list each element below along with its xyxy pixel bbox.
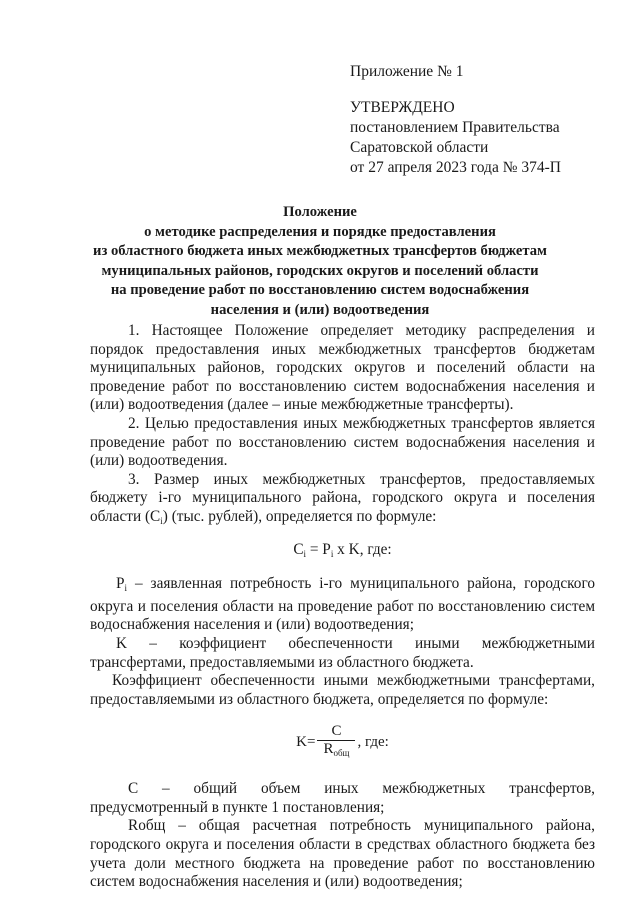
title-line: Положение: [283, 204, 357, 220]
appendix-label: Приложение № 1: [350, 63, 464, 80]
paragraph-1: 1. Настоящее Положение определяет методику распределения и порядок предоставления иных межбюджетных трансфертов бюджетам муниципальных районов, городских округов и поселений области на проведение работ по восстановлению систем водоснабжения населения и (или) водоотведения (далее – иные межбюджетные трансферты).: [90, 322, 595, 414]
title-line: муниципальных районов, городских округов и поселений области: [101, 262, 539, 279]
paragraph-3: 3. Размер иных межбюджетных трансфертов, предоставляемых бюджету i-го муниципального района, городского округа и поселения области $(C_i)$ (тыс. рублей), определяется по формуле:: [90, 470, 595, 526]
formula-k: K= $\frac{C}{R_{общ}}$ , где:: [90, 723, 595, 762]
title-line: из областного бюджета иных межбюджетных трансфертов бюджетам: [93, 243, 547, 259]
paragraph-2: 2. Целью предоставления иных межбюджетных трансфертов является проведение работ по восстановлению систем водоснабжения населения и (или) водоотведения.: [90, 414, 595, 470]
formula-ci: $C_i = P_i$ x K, где:: [293, 540, 392, 559]
k-formula-intro: Коэффициент обеспеченности иными межбюджетными трансфертами, предоставляемыми из областного бюджета, определяется по формуле:: [90, 672, 595, 708]
document-title: [0, 203, 640, 320]
approval-line-2: Саратовской области: [350, 139, 489, 156]
document-body: [90, 322, 595, 892]
title-line: на проведение работ по восстановлению систем водоснабжения: [110, 282, 530, 298]
fraction-numerator: C: [331, 723, 342, 740]
definition-r: Rобщ – общая расчетная потребность муниципального района, городского округа и поселения области в средствах областного бюджета без учета доли местного бюджета на проведение работ по восстановлению систем водоснабжения населения и (или) водоотведения;: [90, 817, 595, 891]
title-line: населения и (или) водоотведения: [210, 301, 430, 318]
fraction: [317, 723, 355, 762]
definition-pi: $P_i$ – заявленная потребность i-го муниципального района, городского округа и поселения области на проведение работ по восстановлению систем водоснабжения населения и (или) водоотведения;: [90, 575, 595, 634]
title-line: о методике распределения и порядке предоставления: [144, 223, 496, 240]
approved-label: УТВЕРЖДЕНО: [350, 99, 455, 116]
approval-stamp: [350, 62, 561, 178]
fraction-denominator: $R_{общ}$: [323, 741, 350, 759]
approval-line-3: от 27 апреля 2023 года № 374-П: [350, 159, 561, 176]
approval-line-1: постановлением Правительства: [350, 119, 560, 136]
definition-k: K – коэффициент обеспеченности иными межбюджетными трансфертами, предоставляемыми из областного бюджета.: [90, 634, 595, 671]
definition-c: С – общий объем иных межбюджетных трансфертов, предусмотренный в пункте 1 постановления;: [90, 780, 595, 816]
